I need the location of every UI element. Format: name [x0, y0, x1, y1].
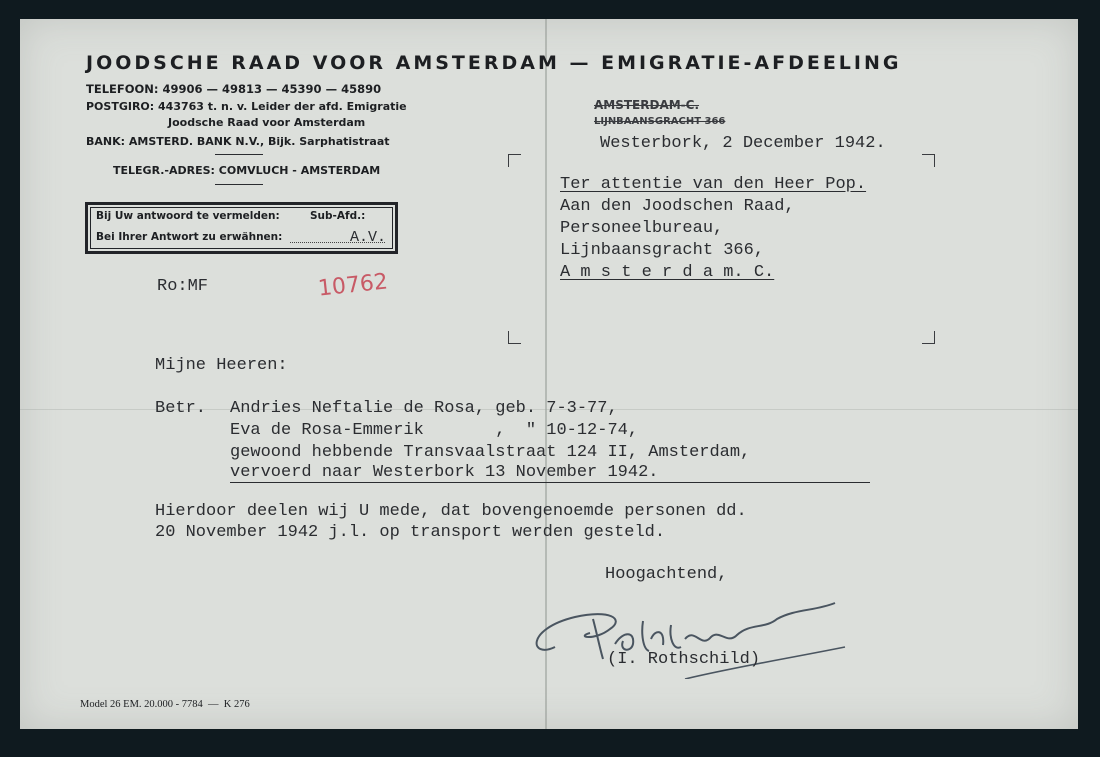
footer-model-number: Model 26 EM. 20.000 - 7784 — K 276: [80, 699, 250, 710]
sub-afd-label: Sub-Afd.:: [310, 210, 366, 222]
organization-title: JOODSCHE RAAD VOOR AMSTERDAM — EMIGRATIE-AFDEELING: [86, 52, 902, 74]
corner-mark-bottom-right: [922, 331, 935, 344]
reference-box: [85, 202, 398, 254]
reference-label-dutch: Bij Uw antwoord te vermelden:: [96, 210, 280, 222]
postgiro-line-1: POSTGIRO: 443763 t. n. v. Leider der afd. Emigratie: [86, 100, 407, 113]
subject-line-4: vervoerd naar Westerbork 13 November 1942.: [230, 463, 659, 482]
signature-stroke-r: [537, 614, 616, 659]
letter-paper: [20, 19, 1078, 729]
body-line-2: 20 November 1942 j.l. op transport werden gesteld.: [155, 523, 666, 542]
salutation: Mijne Heeren:: [155, 356, 288, 375]
subject-line-1: Andries Neftalie de Rosa, geb. 7-3-77,: [230, 399, 618, 418]
struck-address-line-1: AMSTERDAM-C.: [594, 98, 700, 112]
handwritten-number: 10762: [316, 269, 390, 302]
corner-mark-top-left: [508, 154, 521, 167]
recipient-line-4: Lijnbaansgracht 366,: [560, 241, 765, 260]
bank-line: BANK: AMSTERD. BANK N.V., Bijk. Sarphatistraat: [86, 135, 390, 148]
subject-underline: [230, 482, 870, 483]
signature-stroke-rest: [615, 603, 835, 651]
letterhead-rule-top: [215, 154, 263, 155]
recipient-line-3: Personeelbureau,: [560, 219, 724, 238]
recipient-city: A m s t e r d a m. C.: [560, 263, 775, 282]
recipient-attention: Ter attentie van den Heer Pop.: [560, 175, 867, 194]
corner-mark-bottom-left: [508, 331, 521, 344]
sub-afd-value: A.V.: [350, 229, 387, 246]
subject-line-2: Eva de Rosa-Emmerik , " 10-12-74,: [230, 421, 639, 440]
reference-label-german: Bei Ihrer Antwort zu erwähnen:: [96, 231, 283, 243]
telegraph-address: TELEGR.-ADRES: COMVLUCH - AMSTERDAM: [113, 164, 381, 177]
corner-mark-top-right: [922, 154, 935, 167]
signature-name: (I. Rothschild): [607, 650, 761, 669]
body-line-1: Hierdoor deelen wij U mede, dat bovengenoemde personen dd.: [155, 502, 747, 521]
date-line: Westerbork, 2 December 1942.: [600, 134, 886, 153]
letterhead-rule-bottom: [215, 184, 263, 185]
subject-line-3: gewoond hebbende Transvaalstraat 124 II, Amsterdam,: [230, 443, 751, 462]
postgiro-line-2: Joodsche Raad voor Amsterdam: [168, 116, 366, 129]
reference-code: Ro:MF: [157, 277, 209, 296]
struck-address-line-2: LIJNBAANSGRACHT 366: [594, 116, 726, 127]
recipient-line-2: Aan den Joodschen Raad,: [560, 197, 795, 216]
closing: Hoogachtend,: [605, 565, 728, 584]
subject-prefix: Betr.: [155, 399, 207, 418]
telephone-line: TELEFOON: 49906 — 49813 — 45390 — 45890: [86, 82, 382, 96]
